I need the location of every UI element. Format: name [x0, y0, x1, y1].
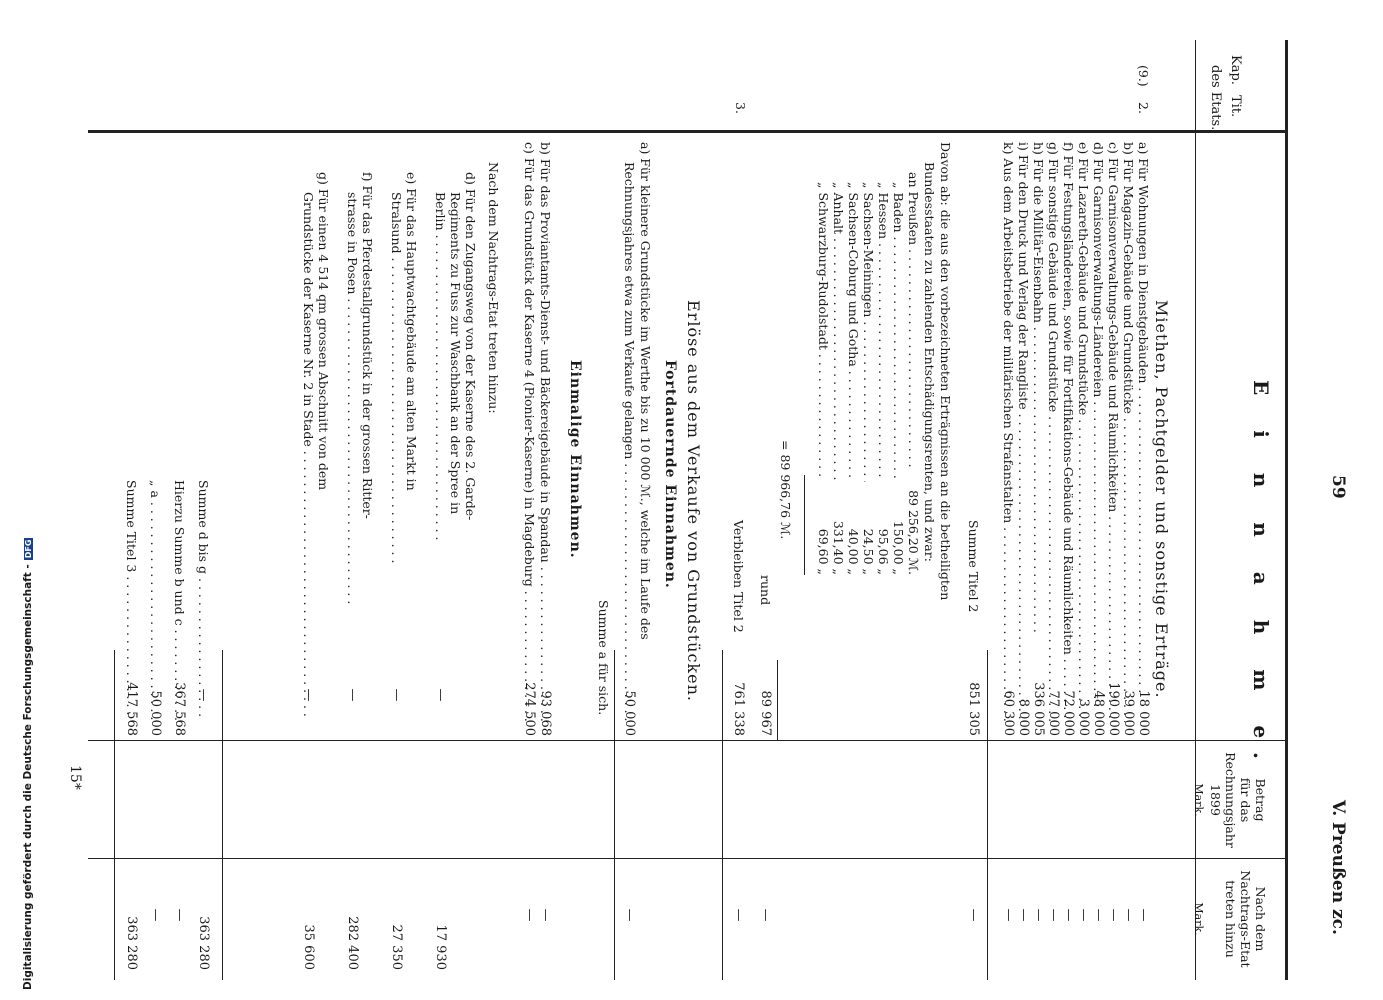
miethen-row-label-text: e) Für Lazareth-Gebäude und Grundstücke: [1076, 142, 1091, 416]
betrag-column-rule: [88, 740, 1288, 741]
sum-row-betrag: 367 568: [172, 682, 187, 736]
main-title: E i n n a h m e.: [1249, 380, 1273, 774]
nachtrag-header-line: Nachtrags-Etat: [1238, 870, 1253, 968]
miethen-row-label: [1031, 142, 1046, 722]
renten-row-label-text: an Preußen: [906, 172, 921, 246]
miethen-row-betrag: 8 000: [1016, 698, 1031, 736]
betrag-header-line: Rechnungsjahr: [1223, 752, 1238, 848]
miethen-row-label: [1046, 142, 1061, 722]
renten-row-label-text: „ Hessen: [876, 182, 891, 240]
davon-ab-line-2: Bundesstaaten zu zahlenden Entschädigungsrenten, und zwar:: [922, 162, 937, 562]
miethen-row-betrag: 60 300: [1001, 690, 1016, 736]
miethen-row-betrag: 336 005: [1031, 682, 1046, 736]
miethen-row-label-text: i) Für den Druck und Verlag der Rangliste: [1016, 142, 1031, 410]
nachtrag-row-betrag: —: [345, 688, 360, 702]
fort-row-line-1: a) Für kleinere Grundstücke im Werthe bis zu 10 000 ℳ., welche im Laufe des: [638, 142, 653, 640]
renten-row-label: [876, 182, 891, 482]
nachtrag-row-nachtrag: 17 930: [433, 924, 448, 970]
sum-row-betrag: 50 000: [148, 690, 163, 736]
nachtrag-row-nachtrag: 35 600: [301, 924, 316, 970]
einmalige-row-nachtrag: —: [538, 908, 553, 922]
dfg-logo: DFG: [24, 539, 33, 559]
dot-leader: [433, 231, 448, 541]
renten-rund: rund: [758, 575, 773, 606]
miethen-row-label-text: a) Für Wohnungen in Dienstgebäuden: [1136, 142, 1151, 384]
dot-leader: [846, 367, 861, 482]
summe-a-rule: [614, 650, 615, 980]
nachtrag-header-line: Nach dem: [1253, 886, 1268, 952]
renten-row-label-text: „ Anhalt: [831, 182, 846, 235]
renten-row-label: [816, 182, 831, 482]
einmalige-row-label-text: b) Für das Proviantamts-Dienst- und Bäckereigebäude in Spandau: [538, 142, 553, 563]
nachtrag-row-line: f) Für das Pferdestallgrundstück in der grossen Ritter-: [360, 172, 375, 519]
nachtrag-row-line: [345, 192, 360, 722]
dot-leader: [345, 294, 360, 604]
nachtrag-row-nachtrag: 282 400: [345, 916, 360, 970]
nachtrag-row-betrag: —: [389, 688, 404, 702]
sum-row-nachtrag: —: [148, 908, 163, 922]
miethen-row-label-text: h) Für die Militär-Eisenbahn: [1031, 142, 1046, 323]
fortdauernde-heading: Fortdauernde Einnahmen.: [662, 360, 678, 589]
section-title-erloese: Erlöse aus dem Verkaufe von Grundstücken.: [684, 300, 703, 702]
miethen-row-label-text: d) Für Garnisonverwaltungs-Ländereien: [1091, 142, 1106, 398]
nachtrag-column-rule: [88, 858, 1288, 859]
renten-row-value: 69,60 „: [816, 528, 831, 575]
running-head: V. Preußen zc.: [1328, 800, 1348, 935]
sum-row-label-text: Hierzu Summe b und c: [172, 480, 187, 626]
renten-row-label-text: „ Sachsen-Coburg und Gotha: [846, 182, 861, 367]
summe-a-label: Summe a für sich.: [596, 600, 611, 716]
nachtrag-unit: Mark.: [1192, 902, 1205, 936]
betrag-unit: Mark.: [1192, 783, 1205, 817]
renten-row-label: [906, 172, 921, 472]
betrag-sub-rule: [777, 660, 778, 740]
miethen-row-nachtrag: —: [1136, 908, 1151, 922]
fort-row-line-2-text: Rechnungsjahres etwa zum Verkaufe gelangen: [622, 162, 637, 460]
dot-leader: [1136, 383, 1151, 693]
miethen-row-betrag: 18 000: [1136, 690, 1151, 736]
fort-row-line-2: [622, 162, 637, 722]
verbleiben-label: Verbleiben Titel 2: [731, 520, 746, 633]
summe-titel-2-nachtrag: —: [966, 908, 981, 922]
miethen-row-nachtrag: —: [1031, 908, 1046, 922]
dot-leader: [876, 239, 891, 482]
miethen-sum-rule: [987, 650, 988, 980]
miethen-row-nachtrag: —: [1016, 908, 1031, 922]
dot-leader: [389, 254, 404, 564]
miethen-row-label: [1061, 142, 1076, 722]
einmalige-row-label-text: c) Für das Grundstück der Kaserne 4 (Pionier-Kaserne) in Magdeburg: [522, 142, 537, 587]
nachtrag-row-line-text: strasse in Posen: [345, 192, 360, 295]
betrag-header-line: für das: [1238, 777, 1253, 823]
renten-row-label: [861, 182, 876, 482]
miethen-row-betrag: 72 000: [1061, 690, 1076, 736]
dot-leader: [861, 317, 876, 482]
dot-leader: [891, 233, 906, 482]
nachtrag-row-nachtrag: 27 350: [389, 924, 404, 970]
miethen-row-label: [1076, 142, 1091, 722]
summe-titel-2-betrag: 851 305: [966, 682, 981, 736]
miethen-row-betrag: 48 000: [1091, 690, 1106, 736]
nachtrag-row-line: d) Für den Zugangsweg von der Kaserne des 2. Garde-: [463, 172, 478, 521]
sum-row-label-text: Summe d bis g: [196, 480, 211, 575]
nach-dem-heading: Nach dem Nachtrags-Etat treten hinzu:: [486, 162, 501, 414]
nachtrag-header-line: treten hinzu: [1223, 880, 1238, 958]
miethen-row-nachtrag: —: [1076, 908, 1091, 922]
renten-row-value: 89 256,20 ℳ.: [906, 490, 921, 575]
des-etats-header: des Etats.: [1208, 65, 1223, 131]
footer-text: Digitalisierung gefördert durch die Deutsche Forschungsgemeinschaft -: [22, 564, 34, 990]
sum-row-nachtrag: 363 280: [124, 916, 139, 970]
einmalige-row-nachtrag: —: [522, 908, 537, 922]
miethen-row-nachtrag: —: [1001, 908, 1016, 922]
kap-number: (9.): [1136, 65, 1151, 87]
sum-row-betrag: 417 568: [124, 682, 139, 736]
miethen-row-label: [1106, 142, 1121, 722]
dot-leader: [1031, 323, 1046, 633]
kap-tit-column-rule: [88, 130, 1288, 133]
renten-total: = 89 966,76 ℳ.: [778, 440, 793, 540]
fort-row-nachtrag: —: [622, 908, 637, 922]
renten-sum-rule: [804, 475, 805, 575]
miethen-row-label: [1001, 142, 1016, 722]
verbleiben-betrag: 761 338: [731, 682, 746, 736]
miethen-row-nachtrag: —: [1121, 908, 1136, 922]
nachtrag-header: [1191, 863, 1268, 975]
nachtrag-row-betrag: —: [433, 688, 448, 702]
sum-row-nachtrag: 363 280: [196, 916, 211, 970]
miethen-row-label: [1016, 142, 1031, 722]
renten-row-value: 150,00 „: [891, 520, 906, 575]
sum-row-label-text: Summe Titel 3: [124, 480, 139, 573]
summe-titel-2-label: Summe Titel 2: [966, 520, 981, 613]
miethen-row-label-text: f) Für Festungsländereien, sowie für Fortifikations-Gebäude und Räumlichkeiten: [1061, 142, 1076, 655]
einmalige-row-betrag: 274 500: [522, 682, 537, 736]
tit-number-3: 3.: [733, 102, 748, 114]
miethen-row-label-text: c) Für Garnisonverwaltungs-Gebäude und Räumlichkeiten: [1106, 142, 1121, 513]
einmalige-row-betrag: 93 068: [538, 690, 553, 736]
sum-row-betrag: —: [196, 688, 211, 702]
renten-row-label-text: „ Schwarzburg-Rudolstadt: [816, 182, 831, 350]
final-rule: [114, 650, 115, 980]
renten-row-label: [846, 182, 861, 482]
miethen-row-label-text: k) Aus dem Arbeitsbetriebe der militärischen Strafanstalten: [1001, 142, 1016, 524]
section-title-miethen: Miethen, Pachtgelder und sonstige Erträge.: [1152, 300, 1171, 699]
einmalige-row-label: [522, 142, 537, 722]
signature-mark: 15*: [67, 765, 83, 790]
tit-header: Tit.: [1228, 95, 1243, 118]
miethen-row-betrag: 190 000: [1106, 682, 1121, 736]
fort-row-betrag: 50 000: [622, 690, 637, 736]
miethen-row-label: [1121, 142, 1136, 722]
nachtrag-row-betrag: —: [301, 688, 316, 702]
miethen-row-betrag: 77 000: [1046, 690, 1061, 736]
sum-row-label-text: „ a: [148, 480, 163, 498]
renten-row-value: 95,06 „: [876, 528, 891, 575]
verbleiben-nachtrag: —: [731, 908, 746, 922]
renten-row-value: 24,50 „: [861, 528, 876, 575]
renten-row-label-text: „ Sachsen-Meiningen: [861, 182, 876, 318]
renten-row-label: [831, 182, 846, 482]
renten-row-value: 40,00 „: [846, 528, 861, 575]
sum-block-rule: [222, 650, 223, 980]
renten-betrag: 89 967: [758, 690, 773, 736]
nachtrag-row-line: [433, 192, 448, 722]
einmalige-row-label: [538, 142, 553, 722]
renten-row-label: [891, 182, 906, 482]
nachtrag-row-line: g) Für einen 4 514 qm grossen Abschnitt von dem: [316, 172, 331, 491]
titel-2-end-rule: [722, 650, 723, 980]
top-rule: [1285, 40, 1288, 980]
betrag-header-line: Betrag: [1253, 778, 1268, 822]
renten-row-value: 331,40 „: [831, 520, 846, 575]
nachtrag-row-line: [389, 192, 404, 722]
miethen-row-label-text: b) Für Magazin-Gebäude und Grundstücke: [1121, 142, 1136, 414]
dot-leader: [816, 350, 831, 482]
miethen-row-betrag: 3 000: [1076, 698, 1091, 736]
tit-number: 2.: [1136, 102, 1151, 114]
nachtrag-row-line: Regiments zu Fuss zur Waschbank an der Spree in: [448, 192, 463, 515]
miethen-row-label: [1136, 142, 1151, 722]
sum-row-nachtrag: —: [172, 908, 187, 922]
nachtrag-row-line-text: Stralsund: [389, 192, 404, 254]
davon-ab-line-1: Davon ab: die aus den vorbezeichneten Erträgnissen an die betheiligten: [938, 142, 953, 601]
miethen-row-label: [1091, 142, 1106, 722]
page-number: 59: [1328, 475, 1348, 499]
miethen-row-nachtrag: —: [1046, 908, 1061, 922]
nachtrag-row-line-text: Berlin: [433, 192, 448, 231]
einmalige-heading: Einmalige Einnahmen.: [567, 360, 583, 559]
dot-leader: [906, 245, 921, 472]
nachtrag-row-line: [301, 192, 316, 722]
dot-leader: [831, 234, 846, 482]
renten-row-label-text: „ Baden: [891, 182, 906, 233]
betrag-header-line: 1899: [1208, 784, 1223, 816]
miethen-row-label-text: g) Für sonstige Gebäude und Grundstücke: [1046, 142, 1061, 413]
nachtrag-row-line-text: Grundstücke der Kaserne Nr. 2 in Stade: [301, 192, 316, 447]
miethen-row-nachtrag: —: [1061, 908, 1076, 922]
kap-header: Kap.: [1228, 55, 1243, 85]
renten-nachtrag: —: [758, 908, 773, 922]
miethen-row-nachtrag: —: [1106, 908, 1121, 922]
miethen-row-betrag: 39 000: [1121, 690, 1136, 736]
nachtrag-row-line: e) Für das Hauptwachtgebäude am alten Markt in: [404, 172, 419, 491]
miethen-row-nachtrag: —: [1091, 908, 1106, 922]
